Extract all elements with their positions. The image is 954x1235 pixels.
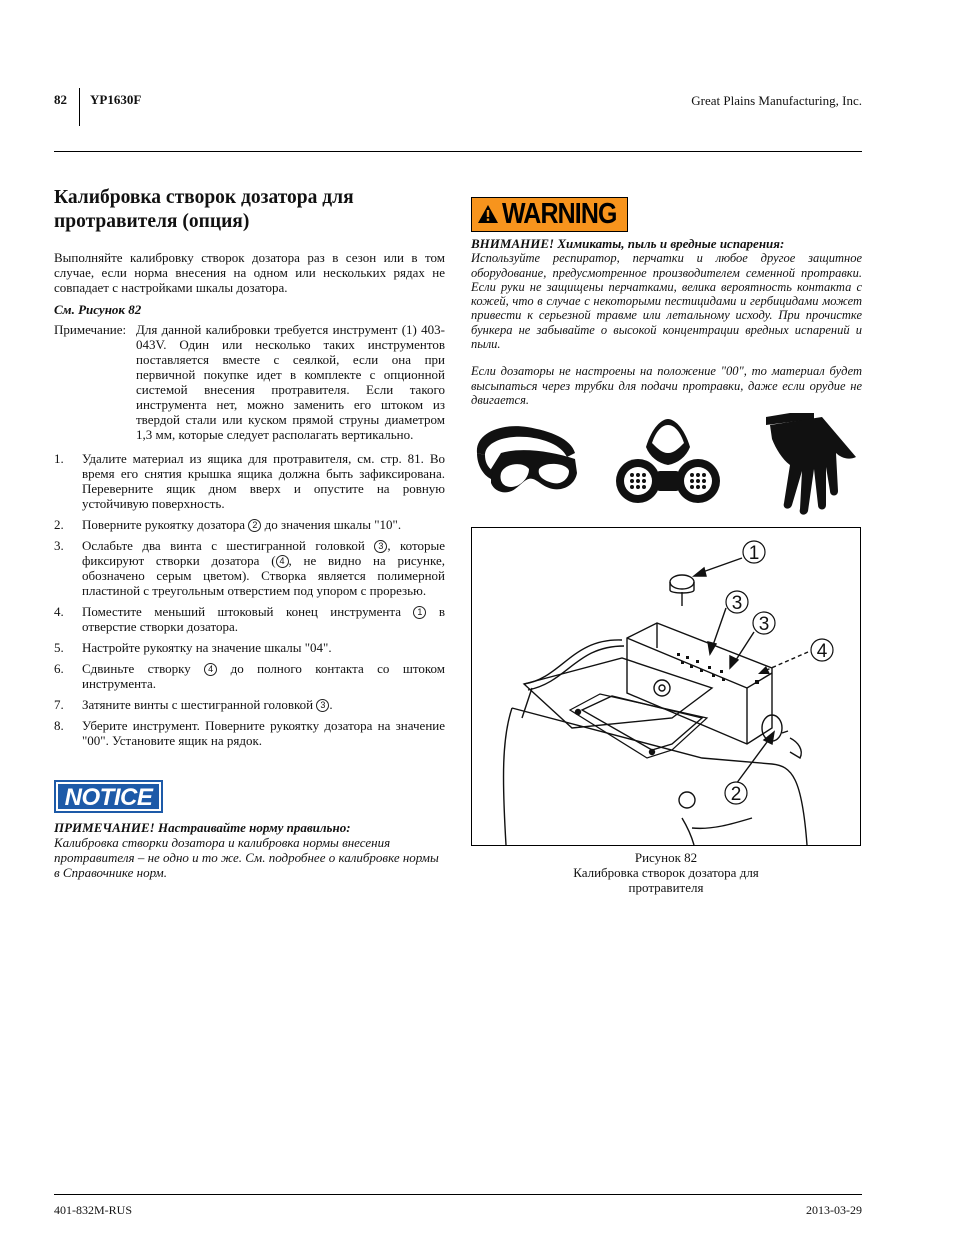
callout-3b: 3 [758, 614, 770, 635]
note-label: Примечание: [54, 322, 127, 337]
figure-82 [471, 527, 861, 846]
callout-ref: 4 [204, 663, 217, 676]
goggles-icon [471, 413, 583, 505]
callout-2: 2 [730, 784, 742, 805]
list-item: 3. Ослабьте два винта с шестигранной головкой 3 , которые фиксируют створки дозатора ( 4 , не видно на рисунке, обозначено серым цветом). Створка является полимерной пластиной с треугольным отверстием под упором с прорезью. [54, 538, 446, 598]
caption-number: Рисунок 82 [634, 850, 698, 865]
warning-badge: WARNING [471, 197, 628, 232]
callout-3a: 3 [731, 593, 743, 614]
glove-icon [752, 413, 864, 521]
list-item: 7. Затяните винты с шестигранной головкой 3 . [54, 697, 333, 712]
notice-badge: NOTICE [54, 780, 163, 813]
footer-rule [54, 1194, 862, 1195]
warning-title: ВНИМАНИЕ! Химикаты, пыль и вредные испарения: [471, 236, 785, 251]
list-item: 8. Уберите инструмент. Поверните рукоятку дозатора на значение "00". Установите ящик на рядок. [54, 718, 445, 748]
model-name: YP1630F [90, 92, 142, 107]
document-number: 401-832M-RUS [54, 1203, 133, 1217]
document-date: 2013-03-29 [806, 1203, 862, 1217]
figure-caption [471, 850, 861, 895]
callout-ref: 3 [374, 540, 387, 553]
callout-1: 1 [748, 543, 760, 564]
warning-body-1: Используйте респиратор, перчатки и любое другое защитное оборудование, предусмотренное производителем семенной протравки. Если руки не защищены перчатками, велика вероятность контакта с кожей, что в случае с некоторыми пестицидами и гербицидами может привести к серьезной травме или летальному исходу. При прочистке бункера не забывайте о высокой концентрации вредных испарений и пыли. [471, 251, 862, 352]
list-item: 5. Настройте рукоятку на значение шкалы "04". [54, 640, 332, 655]
note [54, 322, 445, 442]
figure-reference: См. Рисунок 82 [54, 302, 142, 317]
notice-body: Калибровка створки дозатора и калибровка нормы внесения протравителя – не одно и то же. См. подробнее о калибровке нормы в Справочнике норм. [54, 835, 439, 880]
callout-ref: 1 [413, 606, 426, 619]
caption-title: Калибровка створок дозатора для протравителя [573, 865, 759, 895]
callout-4: 4 [816, 641, 828, 662]
seed-treatment-meter-illustration [472, 528, 860, 845]
warning-triangle-icon [477, 204, 499, 224]
notice-text [54, 820, 445, 880]
steps-list [54, 451, 445, 748]
warning-body-2: Если дозаторы не настроены на положение "00", то материал будет высыпаться через трубки для подачи протравки, даже если орудие не двигается. [471, 364, 862, 407]
page-number: 82 [54, 92, 67, 107]
list-item: 2. Поверните рукоятку дозатора 2 до значения шкалы "10". [54, 517, 402, 532]
callout-ref: 3 [316, 699, 329, 712]
notice-title: ПРИМЕЧАНИЕ! Настраивайте норму правильно: [54, 820, 351, 835]
list-item: 1. Удалите материал из ящика для протравителя, см. стр. 81. Во время его снятия крышка ящика должна быть зафиксирована. Переверните ящик дном вверх и опустите на ровную устойчивую поверхность. [54, 451, 445, 511]
callout-ref: 4 [276, 555, 289, 568]
header-rule [54, 151, 862, 152]
company-name: Great Plains Manufacturing, Inc. [691, 93, 862, 108]
list-item: 4. Поместите меньший штоковый конец инструмента 1 в отверстие створки дозатора. [54, 604, 446, 634]
note-text: Для данной калибровки требуется инструмент (1) 403-043V. Один или несколько таких инструментов поставляется вместе с сеялкой, если она при первичной покупке идет в комплекте с опционной системой внесения протравителя. Если такого инструмента нет, можно заменить его штоком из твердой стали или куском прямой струны диаметром 1,3 мм, которые следует располагать вертикально. [136, 322, 445, 442]
respirator-icon [612, 413, 724, 505]
section-title: Калибровка створок дозатора для протравителя (опция) [54, 187, 354, 232]
list-item: 6. Сдвиньте створку 4 до полного контакта со штоком инструмента. [54, 661, 445, 691]
header-divider [79, 88, 80, 126]
left-column [54, 186, 445, 754]
callout-ref: 2 [248, 519, 261, 532]
warning-text [471, 237, 862, 407]
intro-paragraph: Выполняйте калибровку створок дозатора раз в сезон или в том случае, если норма внесения на одном или нескольких рядах не совпадает с настройками шкалы дозатора. [54, 250, 445, 295]
